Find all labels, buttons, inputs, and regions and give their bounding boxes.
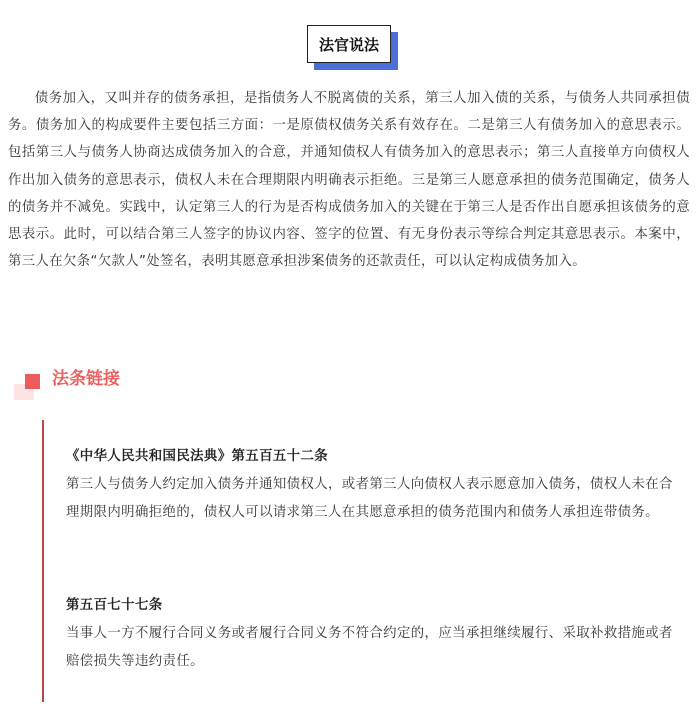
law-article — [66, 443, 676, 527]
section-marker-icon — [25, 374, 40, 389]
law-article-title: 第五百七十七条 — [66, 598, 163, 613]
section-header — [14, 368, 314, 404]
section-title: 法条链接 — [52, 369, 120, 389]
title-badge — [307, 25, 399, 71]
page-title: 法官说法 — [307, 25, 391, 63]
law-article-body: 当事人一方不履行合同义务或者履行合同义务不符合约定的，应当承担继续履行、采取补救措施或者赔偿损失等违约责任。 — [66, 626, 673, 669]
quote-border — [42, 420, 44, 702]
judge-commentary-paragraph: 债务加入，又叫并存的债务承担，是指债务人不脱离债的关系，第三人加入债的关系，与债务人共同承担债务。债务加入的构成要件主要包括三方面：一是原债权债务关系有效存在。二是第三人有债务加入的意思表示。包括第三人与债务人协商达成债务加入的合意，并通知债权人有债务加入的意思表示；第三人直接单方向债权人作出加入债务的意思表示，债权人未在合理期限内明确表示拒绝。三是第三人愿意承担的债务范围确定，债务人的债务并不减免。实践中，认定第三人的行为是否构成债务加入的关键在于第三人是否作出自愿承担该债务的意思表示。此时，可以结合第三人签字的协议内容、签字的位置、有无身份表示等综合判定其意思表示。本案中，第三人在欠条“欠款人”处签名，表明其愿意承担涉案债务的还款责任，可以认定构成债务加入。 — [8, 91, 690, 270]
law-article — [66, 592, 676, 676]
law-article-title: 《中华人民共和国民法典》第五百五十二条 — [66, 449, 329, 464]
law-article-body: 第三人与债务人约定加入债务并通知债权人，或者第三人向债权人表示愿意加入债务，债权人未在合理期限内明确拒绝的，债权人可以请求第三人在其愿意承担的债务范围内和债务人承担连带债务。 — [66, 477, 673, 520]
